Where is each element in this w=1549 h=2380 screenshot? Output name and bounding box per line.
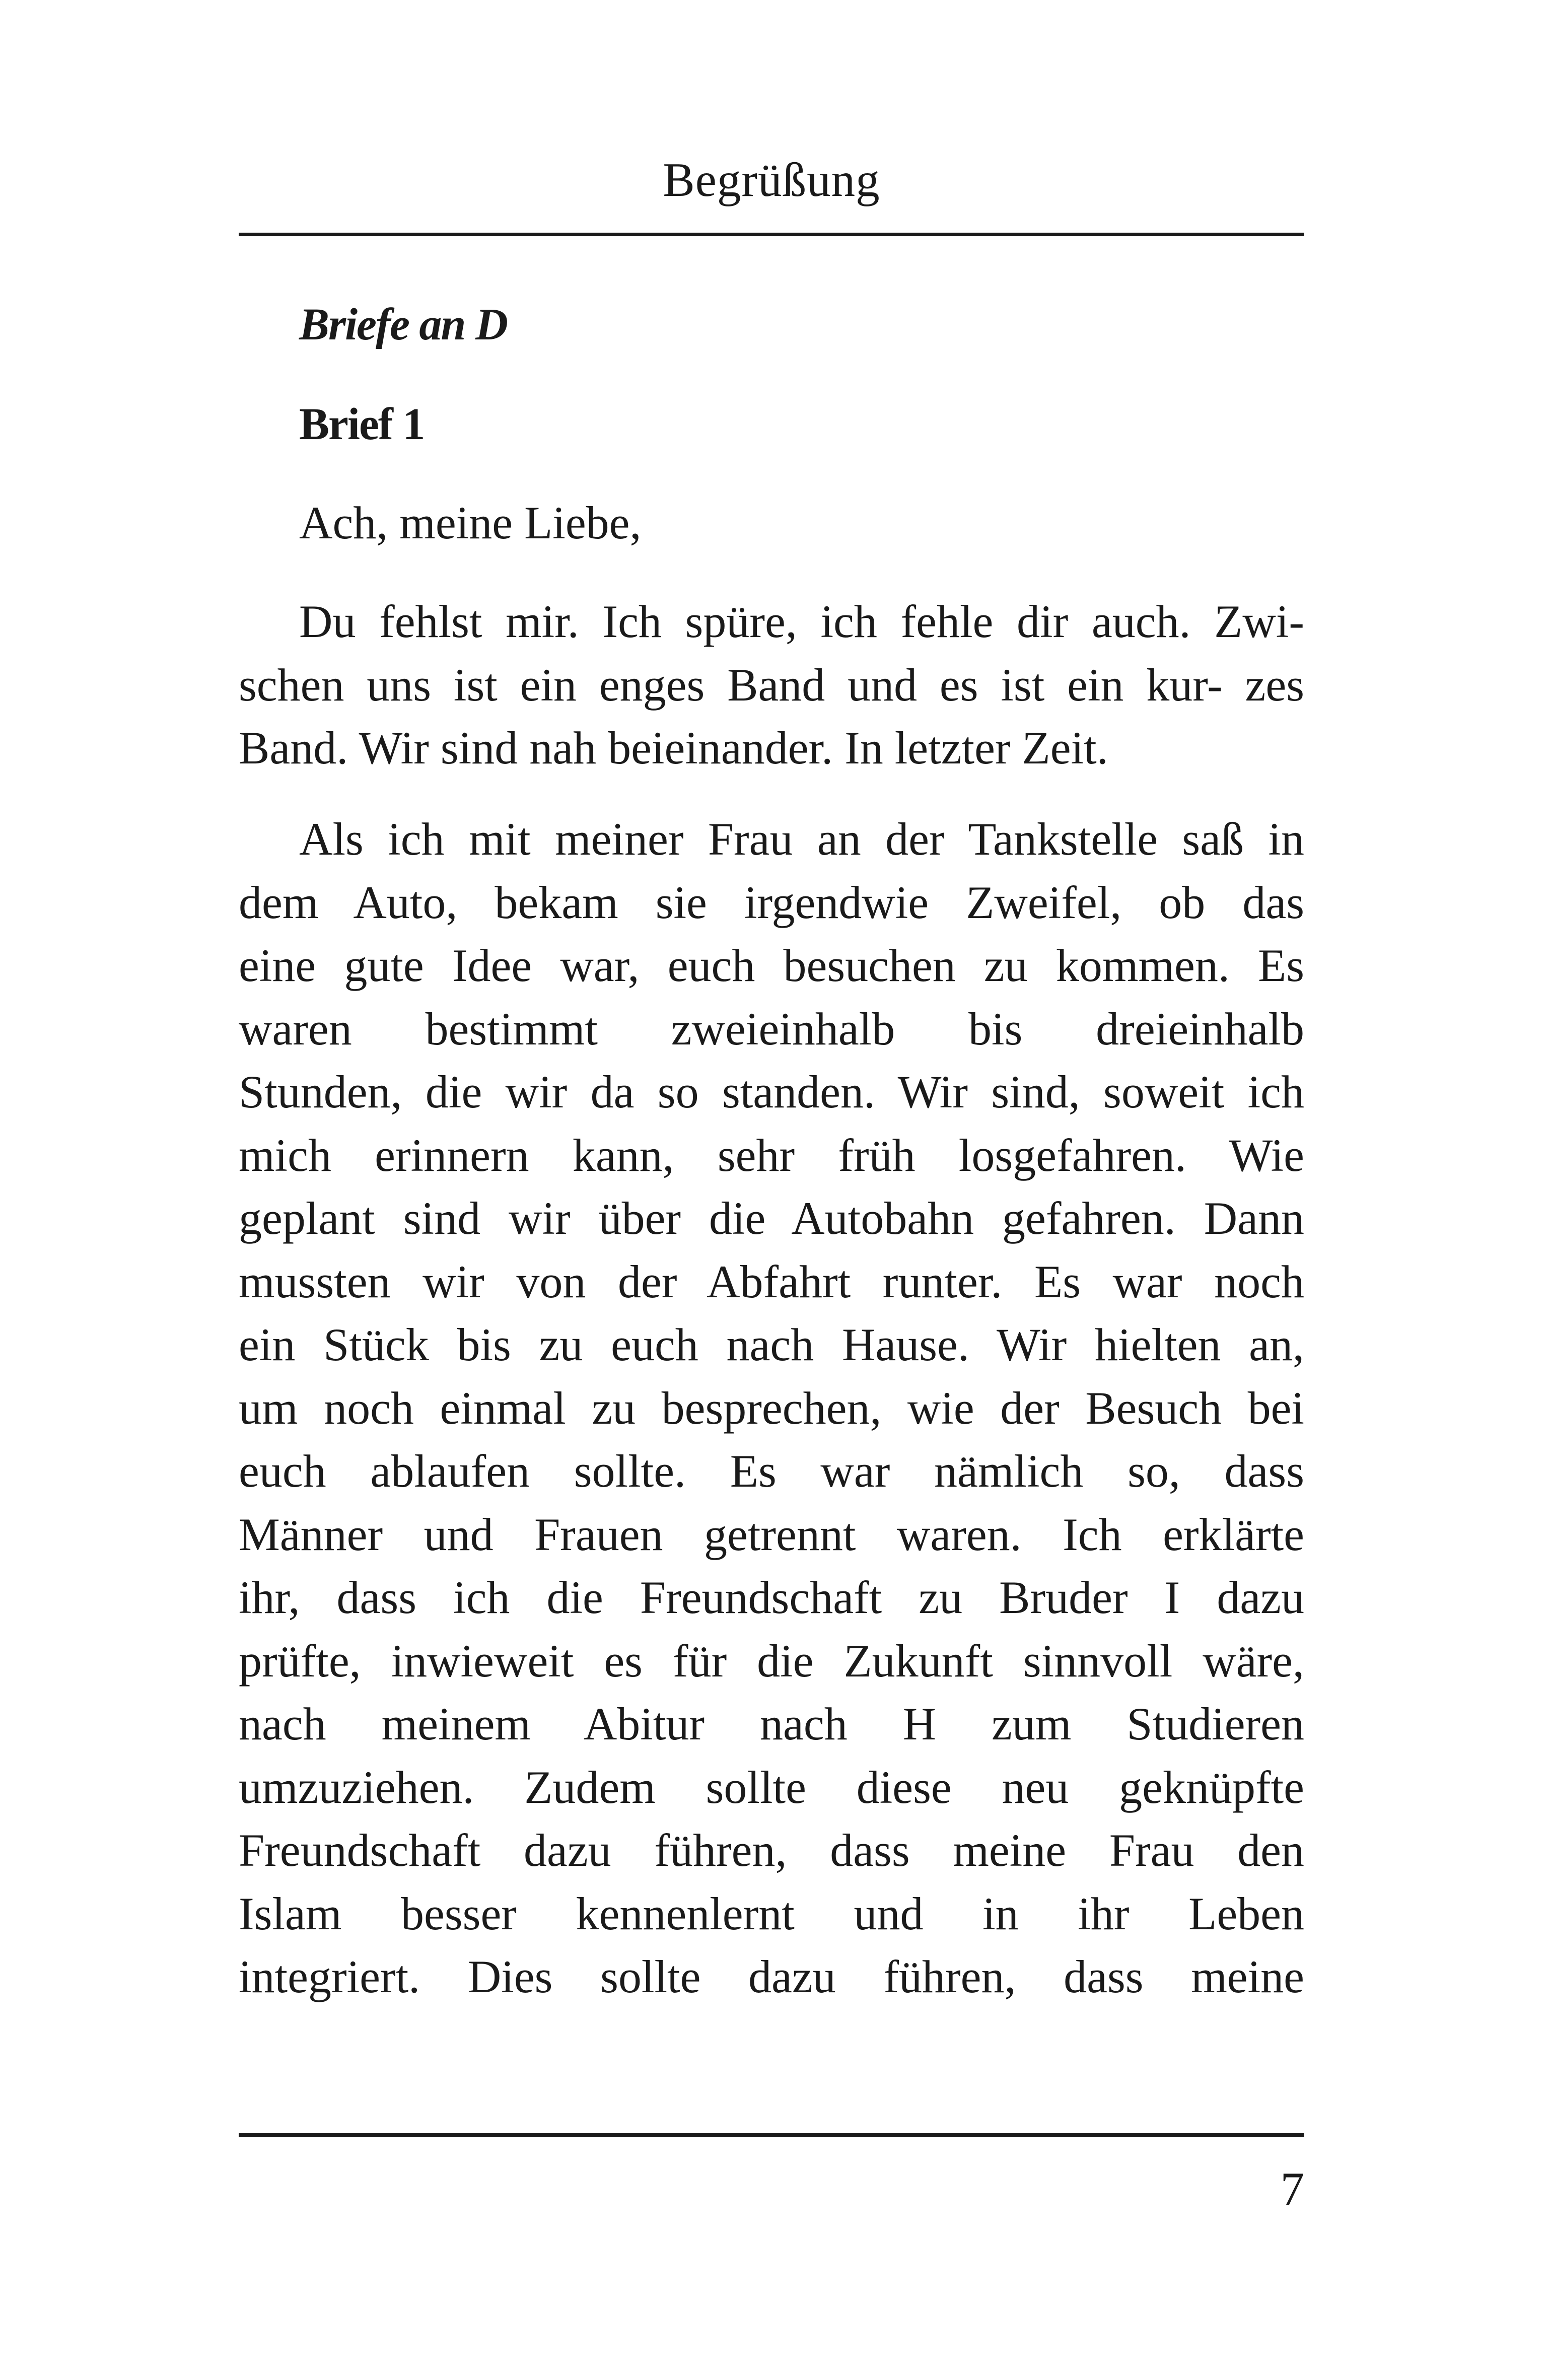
text-line: schen uns ist ein enges Band und es ist ein kur- zes xyxy=(239,659,1304,711)
text-line: Männer und Frauen getrennt waren. Ich erklärte xyxy=(239,1508,1304,1560)
text-line: um noch einmal zu besprechen, wie der Besuch bei xyxy=(239,1382,1304,1434)
paragraph-1 xyxy=(239,590,1304,780)
text-line: geplant sind wir über die Autobahn gefahren. Dann xyxy=(239,1193,1304,1244)
salutation: Ach, meine Liebe, xyxy=(299,497,642,548)
text-line: Du fehlst mir. Ich spüre, ich fehle dir auch. Zwi- xyxy=(299,596,1304,647)
text-line: Freundschaft dazu führen, dass meine Frau den xyxy=(239,1825,1304,1876)
page-number: 7 xyxy=(1280,2162,1304,2216)
running-header: Begrüßung xyxy=(663,153,880,206)
text-line: dem Auto, bekam sie irgendwie Zweifel, ob das xyxy=(239,876,1304,928)
text-line: mich erinnern kann, sehr früh losgefahren. Wie xyxy=(239,1129,1304,1181)
footer-divider xyxy=(239,2133,1304,2137)
text-line: Islam besser kennenlernt und in ihr Leben xyxy=(239,1887,1304,1939)
text-line: euch ablaufen sollte. Es war nämlich so, dass xyxy=(239,1445,1304,1497)
text-line: ein Stück bis zu euch nach Hause. Wir hielten an, xyxy=(239,1319,1304,1370)
text-line: mussten wir von der Abfahrt runter. Es war noch xyxy=(239,1255,1304,1307)
text-line: ihr, dass ich die Freundschaft zu Bruder I dazu xyxy=(239,1572,1304,1623)
text-line: waren bestimmt zweieinhalb bis dreieinhalb xyxy=(239,1003,1304,1055)
text-line: Band. Wir sind nah beieinander. In letzter Zeit. xyxy=(239,722,1108,774)
text-line: nach meinem Abitur nach H zum Studieren xyxy=(239,1698,1304,1749)
paragraph-2 xyxy=(239,808,1304,2009)
text-line: eine gute Idee war, euch besuchen zu kommen. Es xyxy=(239,940,1304,991)
text-line: Als ich mit meiner Frau an der Tankstelle saß in xyxy=(299,813,1304,865)
section-title: Briefe an D xyxy=(299,300,507,349)
text-line: Stunden, die wir da so standen. Wir sind, soweit ich xyxy=(239,1066,1304,1117)
header-divider xyxy=(239,233,1304,236)
text-line: prüfte, inwieweit es für die Zukunft sinnvoll wäre, xyxy=(239,1635,1304,1687)
text-line: umzuziehen. Zudem sollte diese neu geknüpfte xyxy=(239,1761,1304,1813)
letter-title: Brief 1 xyxy=(299,399,425,449)
text-line: integriert. Dies sollte dazu führen, dass meine xyxy=(239,1951,1304,2002)
